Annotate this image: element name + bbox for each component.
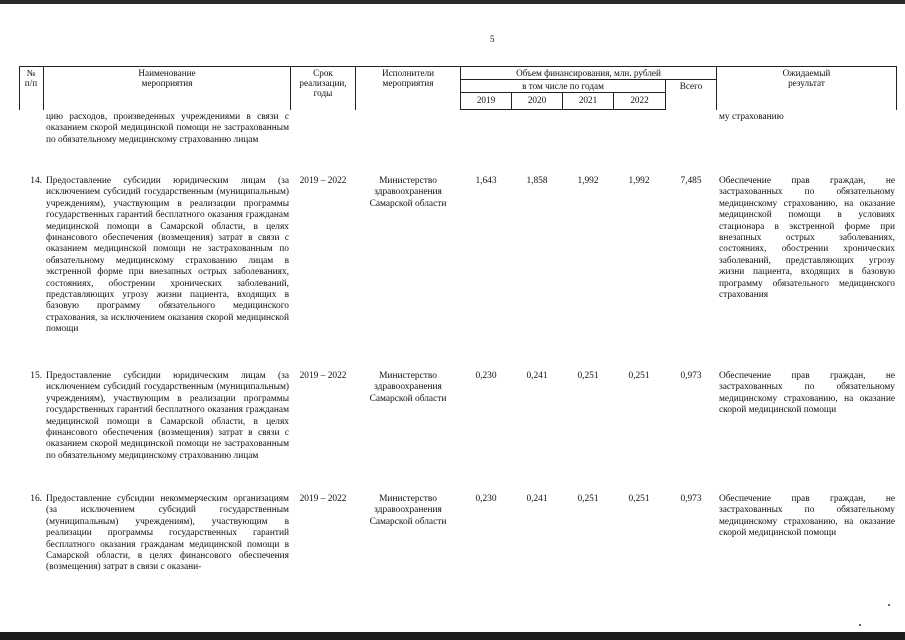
scan-edge-top [0,0,905,4]
header-subline [460,79,716,80]
continuation-name: цию расходов, произведенных учреждениями в связи с оказанием скорой медицинской помощи не застрахованным по обязательному медицинскому страхованию лицам [46,112,289,145]
row-2021: 0,251 [577,494,599,504]
row-total: 0,973 [680,371,702,381]
row-measure-name: Предоставление субсидии юридическим лицам (за исключением субсидий государственным (муниципальным) учреждениям), участвующим в реализации программы государственных гарантий бесплатного оказания гражданам медицинской помощи в Самарской области, в целях финансового обеспечения (возмещения) затрат в связи с оказанием медицинской помощи не застрахованным по обязательному медицинскому страхованию лицам в экстренной форме при внезапных острых заболеваниях, состояниях, обострении хронических заболеваний, представляющих угрозу жизни пациента, входящих в базовую программу обязательного медицинского страхования, за исключением оказания скорой медицинской помощи [46,176,289,335]
row-total: 0,973 [680,494,702,504]
row-2022: 1,992 [628,176,650,186]
row-executor: Министерство здравоохранения Самарской области [369,494,447,527]
row-term: 2019 – 2022 [299,176,347,186]
row-term: 2019 – 2022 [299,371,347,381]
header-subline [460,109,665,110]
scan-edge-bottom [0,632,905,640]
row-measure-name: Предоставление субсидии юридическим лицам (за исключением субсидий государственным (муниципальным) учреждениям), участвующим в реализации программы государственных гарантий бесплатного оказания гражданам медицинской помощи в Самарской области, в целях финансового обеспечения (возмещения) затрат в связи с оказанием скорой медицинской помощи не застрахованным по обязательному медицинскому страхованию лицам [46,371,289,461]
header-col-name: Наименование мероприятия [138,68,196,88]
header-year-2021: 2021 [578,95,598,105]
row-2022: 0,251 [628,371,650,381]
header-col-executor: Исполнители мероприятия [381,68,435,88]
row-number: 14. [30,176,42,186]
row-total: 7,485 [680,176,702,186]
header-year-2022: 2022 [630,95,649,105]
scan-speck [888,604,890,606]
row-expected-result: Обеспечение прав граждан, не застрахованных по обязательному медицинскому страхованию, на оказание скорой медицинской помощи [719,371,895,416]
row-2020: 0,241 [526,371,548,381]
row-2021: 1,992 [577,176,599,186]
header-year-2020: 2020 [527,95,547,105]
row-number: 16. [30,494,42,504]
row-2019: 0,230 [475,371,497,381]
header-top-line [19,66,897,67]
row-2021: 0,251 [577,371,599,381]
row-expected-result: Обеспечение прав граждан, не застрахованных по обязательному медицинскому страхованию, на оказание скорой медицинской помощи [719,494,895,539]
row-executor: Министерство здравоохранения Самарской области [369,371,447,404]
header-col-by-years: в том числе по годам [522,81,604,91]
header-col-result: Ожидаемый результат [782,68,831,88]
header-col-num: № п/п [24,68,38,88]
row-executor: Министерство здравоохранения Самарской области [369,176,447,209]
scan-speck [859,624,861,626]
header-col-term: Срок реализации, годы [299,68,347,98]
continuation-result: му страхованию [719,112,784,122]
header-col-total: Всего [679,81,703,91]
header-year-2019: 2019 [476,95,496,105]
row-expected-result: Обеспечение прав граждан, не застрахованных по обязательному медицинскому страхованию, на оказание медицинской помощи в условиях стационара в экстренной форме при внезапных острых заболеваниях, состояниях, обострении хронических заболеваний, представляющих угрозу жизни пациента, входящих в базовую программу обязательного медицинского страхования [719,176,895,301]
page-number: 5 [490,34,495,44]
row-number: 15. [30,371,42,381]
row-2019: 1,643 [475,176,497,186]
header-col-finance: Объем финансирования, млн. рублей [516,68,661,78]
header-right-line [896,66,897,110]
row-2022: 0,251 [628,494,650,504]
row-2020: 1,858 [526,176,548,186]
row-2020: 0,241 [526,494,548,504]
row-2019: 0,230 [475,494,497,504]
row-term: 2019 – 2022 [299,494,347,504]
row-measure-name: Предоставление субсидии некоммерческим организациям (за исключением субсидий государственным (муниципальным) учреждениям), участвующим в реализации программы государственных гарантий бесплатного оказания гражданам медицинской помощи в Самарской области, в целях финансового обеспечения (возмещения) затрат в связи с оказани- [46,494,289,573]
